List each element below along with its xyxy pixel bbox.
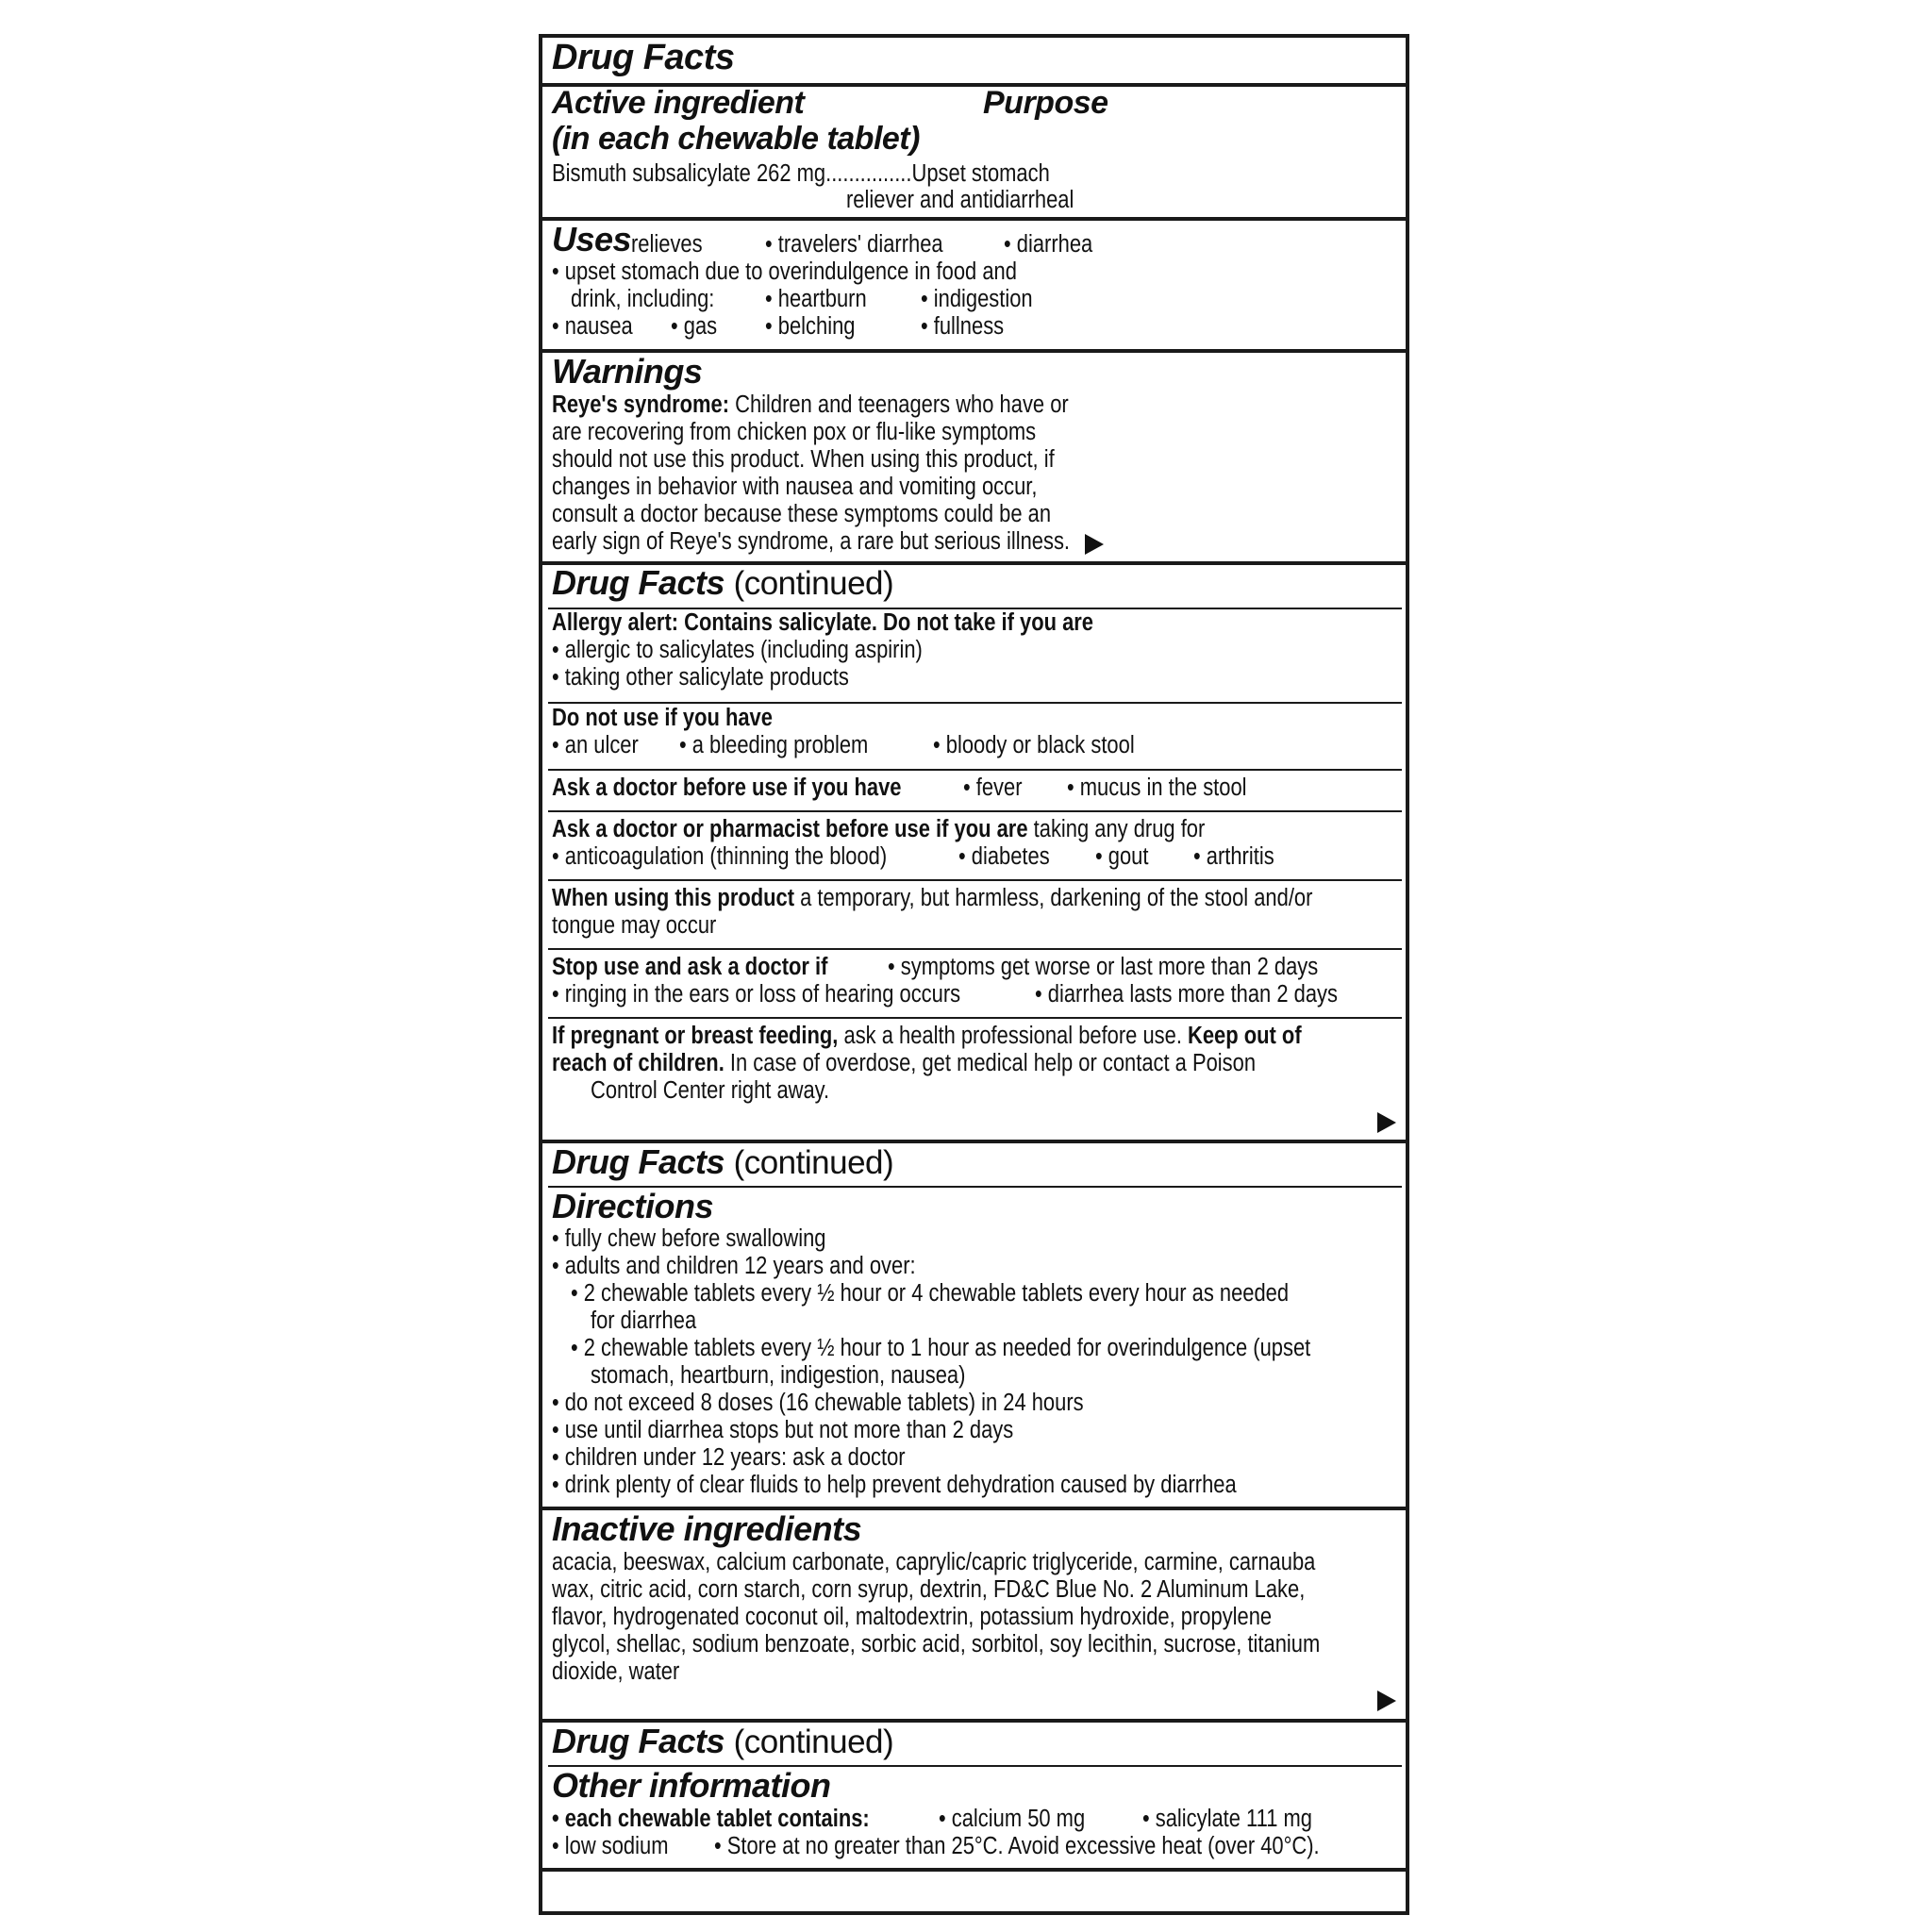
direction-item: • drink plenty of clear fluids to help prevent dehydration caused by diarrhea	[552, 1472, 1237, 1498]
direction-item: • do not exceed 8 doses (16 chewable tablets) in 24 hours	[552, 1390, 1084, 1416]
uses-item: • indigestion	[921, 286, 1033, 312]
uses-item: drink, including:	[571, 286, 715, 312]
when-using-label: When using this product	[552, 885, 795, 911]
ask-doctor-item: • fever	[963, 774, 1023, 801]
direction-item: • adults and children 12 years and over:	[552, 1253, 916, 1279]
purpose-line-1: Upset stomach	[911, 160, 1050, 187]
drug-facts-title: Drug Facts	[552, 1142, 725, 1181]
drug-facts-title: Drug Facts	[552, 38, 735, 77]
continue-arrow-icon	[1085, 534, 1104, 555]
pregnant-line	[552, 1050, 1256, 1077]
allergy-alert-label: Allergy alert: Contains salicylate. Do not take if you are	[552, 609, 1094, 636]
uses-item: • heartburn	[765, 286, 867, 312]
warnings-line: should not use this product. When using this product, if	[552, 446, 1055, 473]
uses-relieves: relieves	[631, 231, 703, 258]
inactive-ingredients-line: flavor, hydrogenated coconut oil, maltodextrin, potassium hydroxide, propylene	[552, 1604, 1273, 1630]
ingredient-name: Bismuth subsalicylate 262 mg	[552, 160, 826, 187]
pregnant-line	[552, 1023, 1302, 1050]
divider	[542, 1868, 1406, 1872]
panel2-title	[552, 563, 893, 603]
warnings-line: consult a doctor because these symptoms could be an	[552, 501, 1052, 527]
inactive-ingredients-heading: Inactive ingredients	[552, 1509, 862, 1548]
ask-pharmacist-label: Ask a doctor or pharmacist before use if you are	[552, 816, 1028, 842]
other-info-item: • low sodium	[552, 1833, 669, 1859]
direction-item: • 2 chewable tablets every ½ hour to 1 hour as needed for overindulgence (upset	[571, 1335, 1311, 1361]
ask-doctor-item: • mucus in the stool	[1067, 774, 1247, 801]
ask-pharmacist-tail: taking any drug for	[1033, 816, 1206, 842]
stop-use-item: • ringing in the ears or loss of hearing occurs	[552, 981, 961, 1008]
divider	[548, 948, 1402, 950]
other-info-item: • calcium 50 mg	[939, 1806, 1086, 1832]
poison-control-text: Control Center right away.	[591, 1077, 830, 1104]
keep-out-label: Keep out of	[1188, 1023, 1302, 1049]
direction-item: stomach, heartburn, indigestion, nausea)	[591, 1362, 966, 1389]
drug-facts-title: Drug Facts	[552, 563, 725, 602]
pregnant-text: ask a health professional before use.	[843, 1023, 1182, 1049]
pregnant-label: If pregnant or breast feeding,	[552, 1023, 839, 1049]
when-using-text: a temporary, but harmless, darkening of the stool and/or	[800, 885, 1313, 911]
divider	[548, 810, 1402, 812]
divider	[548, 879, 1402, 881]
ask-pharmacist-item: • diabetes	[958, 843, 1050, 870]
divider	[542, 217, 1406, 221]
inactive-ingredients-line: dioxide, water	[552, 1658, 680, 1685]
divider	[548, 1017, 1402, 1019]
ask-pharmacist-item: • gout	[1095, 843, 1149, 870]
allergy-item: • allergic to salicylates (including aspirin)	[552, 637, 923, 663]
stop-use-label: Stop use and ask a doctor if	[552, 954, 828, 980]
warnings-line: early sign of Reye's syndrome, a rare but serious illness.	[552, 528, 1071, 555]
purpose-line-2: reliever and antidiarrheal	[846, 187, 1074, 213]
continued-label: (continued)	[733, 565, 894, 602]
uses-item: • nausea	[552, 313, 633, 340]
do-not-use-item: • an ulcer	[552, 732, 639, 758]
inactive-ingredients-line: wax, citric acid, corn starch, corn syrup, dextrin, FD&C Blue No. 2 Aluminum Lake,	[552, 1576, 1306, 1603]
overdose-text: In case of overdose, get medical help or contact a Poison	[729, 1050, 1257, 1076]
continued-label: (continued)	[733, 1724, 894, 1760]
warnings-heading: Warnings	[552, 352, 703, 391]
continue-arrow-icon	[1377, 1112, 1396, 1133]
allergy-item: • taking other salicylate products	[552, 664, 849, 691]
stop-use-item: • diarrhea lasts more than 2 days	[1035, 981, 1338, 1008]
direction-item: • children under 12 years: ask a doctor	[552, 1444, 906, 1471]
reye-label: Reye's syndrome:	[552, 391, 730, 418]
uses-item: • belching	[765, 313, 856, 340]
when-using-text: tongue may occur	[552, 912, 717, 939]
drug-facts-title: Drug Facts	[552, 1722, 725, 1760]
keep-out-label-2: reach of children.	[552, 1050, 724, 1076]
ask-doctor-label: Ask a doctor before use if you have	[552, 774, 902, 801]
panel4-title	[552, 1722, 893, 1761]
ask-pharmacist-item: • arthritis	[1193, 843, 1274, 870]
direction-item: for diarrhea	[591, 1307, 697, 1334]
continued-label: (continued)	[733, 1144, 894, 1181]
direction-item: • 2 chewable tablets every ½ hour or 4 chewable tablets every hour as needed	[571, 1280, 1290, 1307]
panel3-title	[552, 1142, 893, 1182]
divider	[548, 769, 1402, 771]
uses-item: • fullness	[921, 313, 1005, 340]
directions-heading: Directions	[552, 1187, 714, 1225]
uses-item: • diarrhea	[1004, 231, 1093, 258]
stop-use-item: • symptoms get worse or last more than 2 days	[888, 954, 1319, 980]
warnings-line: are recovering from chicken pox or flu-like symptoms	[552, 419, 1037, 445]
active-ingredient-heading: Active ingredient	[552, 85, 805, 121]
do-not-use-label: Do not use if you have	[552, 705, 773, 731]
uses-heading: Uses	[552, 220, 632, 258]
direction-item: • use until diarrhea stops but not more than 2 days	[552, 1417, 1014, 1443]
each-tablet-label: • each chewable tablet contains:	[552, 1806, 870, 1832]
do-not-use-item: • bloody or black stool	[933, 732, 1135, 758]
other-info-item: • Store at no greater than 25°C. Avoid excessive heat (over 40°C).	[714, 1833, 1320, 1859]
inactive-ingredients-line: acacia, beeswax, calcium carbonate, caprylic/capric triglyceride, carmine, carnauba	[552, 1549, 1316, 1575]
direction-item: • fully chew before swallowing	[552, 1225, 826, 1252]
warnings-line	[552, 391, 1069, 419]
uses-item: • upset stomach due to overindulgence in food and	[552, 258, 1017, 285]
ask-pharmacist-line	[552, 816, 1205, 843]
other-information-heading: Other information	[552, 1766, 831, 1805]
uses-item: • gas	[671, 313, 718, 340]
when-using-line	[552, 885, 1312, 912]
divider	[548, 702, 1402, 704]
ask-pharmacist-item: • anticoagulation (thinning the blood)	[552, 843, 888, 870]
inactive-ingredients-line: glycol, shellac, sodium benzoate, sorbic acid, sorbitol, soy lecithin, sucrose, titanium	[552, 1631, 1321, 1657]
active-ingredient-subheading: (in each chewable tablet)	[552, 121, 920, 157]
purpose-heading: Purpose	[983, 85, 1108, 121]
warnings-text: Children and teenagers who have or	[735, 391, 1069, 418]
do-not-use-item: • a bleeding problem	[679, 732, 869, 758]
uses-item: • travelers' diarrhea	[765, 231, 943, 258]
warnings-line: changes in behavior with nausea and vomiting occur,	[552, 474, 1038, 500]
drug-facts-label	[539, 34, 1409, 1915]
continue-arrow-icon	[1377, 1690, 1396, 1711]
active-ingredient-line	[552, 160, 1050, 188]
other-info-item: • salicylate 111 mg	[1142, 1806, 1312, 1832]
leader-dots: ...............	[825, 160, 912, 187]
